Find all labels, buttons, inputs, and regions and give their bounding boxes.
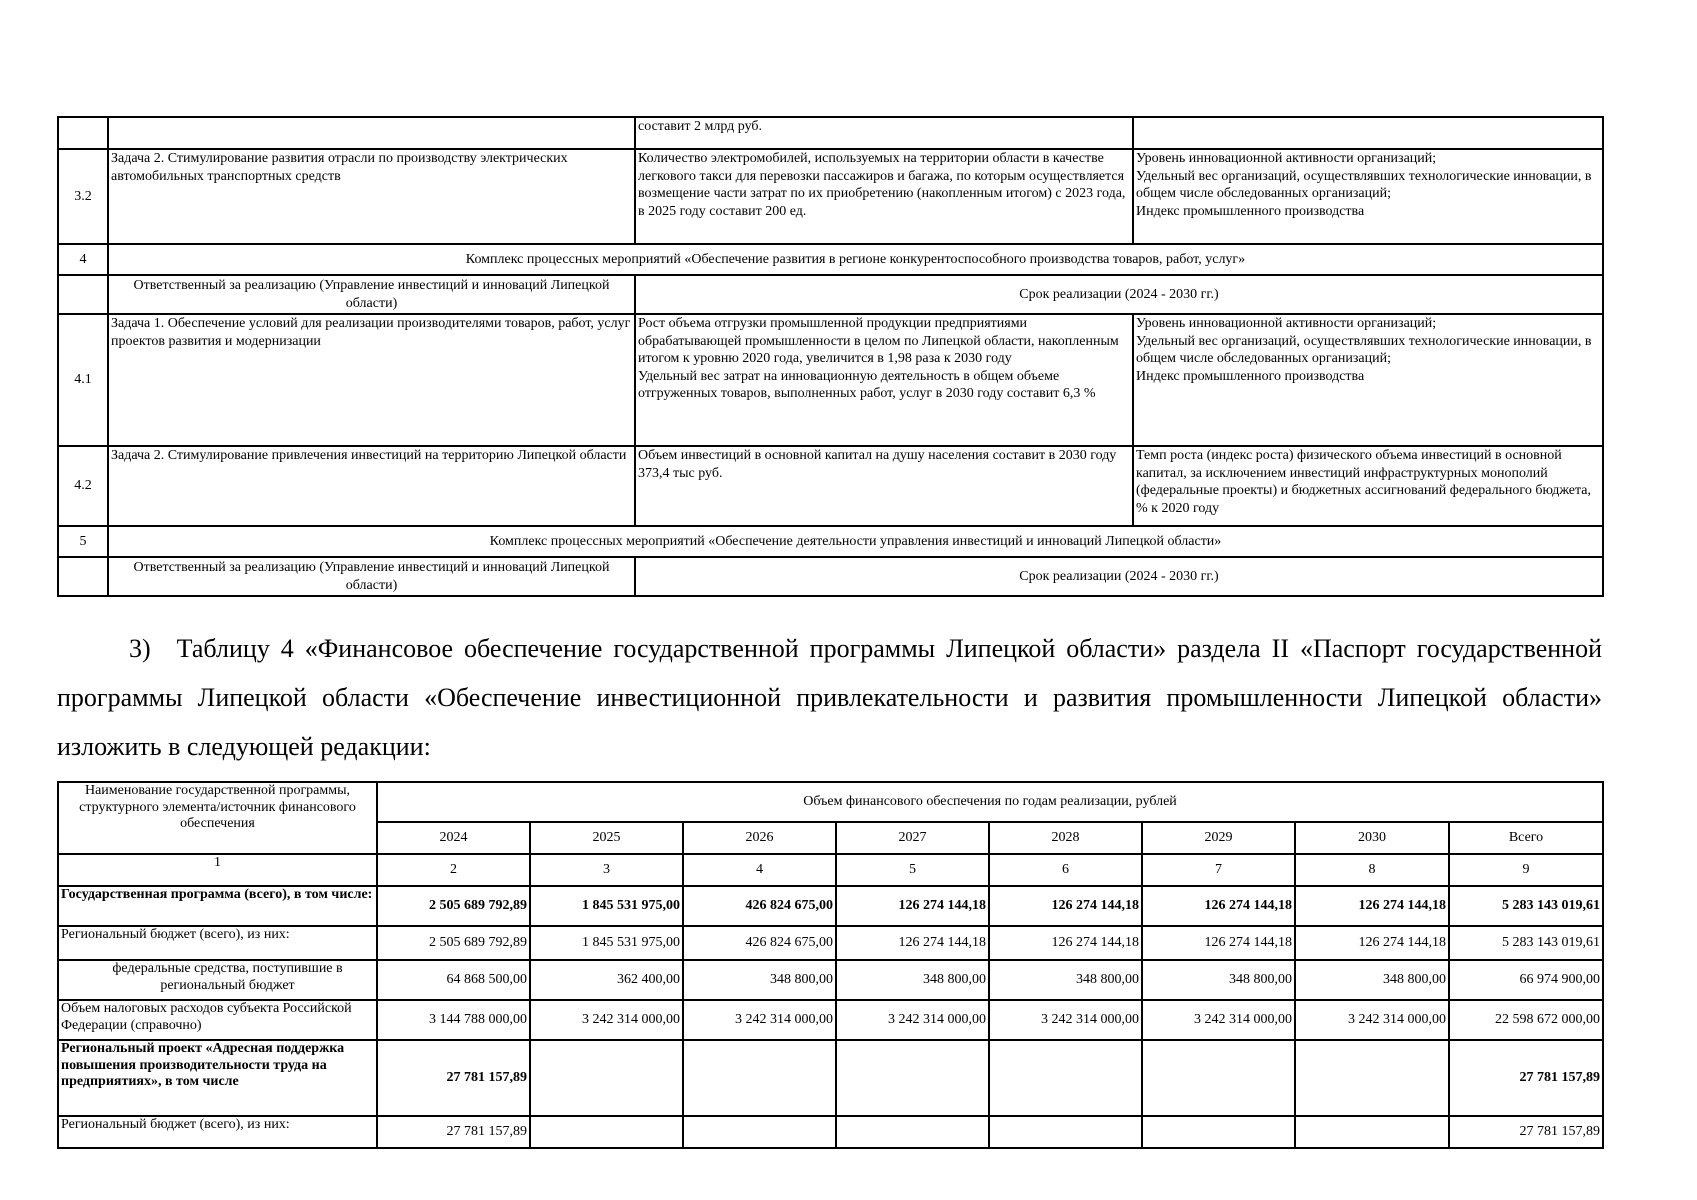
value-cell: 64 868 500,00 [377, 960, 530, 1000]
row-number: 4.2 [58, 446, 108, 526]
table-row [58, 244, 1603, 275]
column-number: 4 [683, 854, 836, 886]
effect-cell: составит 2 млрд руб. [635, 117, 1133, 149]
complex-title: Комплекс процессных мероприятий «Обеспечение развития в регионе конкурентоспособного производства товаров, работ, услуг» [108, 244, 1603, 275]
indicators-table [57, 116, 1604, 597]
value-cell [683, 1116, 836, 1148]
effect-cell: Рост объема отгрузки промышленной продукции предприятиями обрабатывающей промышленности в целом по Липецкой области, накопленным итогом к уровню 2020 года, увеличится в 1,98 раза к 2030 году Удельный вес затрат на инновационную деятельность в общем объеме отгруженных товаров, выполненных работ, услуг в 2030 году составит 6,3 % [635, 314, 1133, 446]
value-cell: 126 274 144,18 [836, 886, 989, 926]
value-cell [1142, 1116, 1295, 1148]
column-number: 3 [530, 854, 683, 886]
value-cell: 3 242 314 000,00 [989, 1000, 1142, 1040]
task-cell: Задача 2. Стимулирование привлечения инвестиций на территорию Липецкой области [108, 446, 635, 526]
row-name: федеральные средства, поступившие в региональный бюджет [58, 960, 377, 1000]
table-row [58, 314, 1603, 446]
value-cell: 2 505 689 792,89 [377, 926, 530, 960]
column-number: 6 [989, 854, 1142, 886]
row-name: Региональный бюджет (всего), из них: [58, 1116, 377, 1148]
value-cell: 126 274 144,18 [989, 886, 1142, 926]
value-cell: 22 598 672 000,00 [1449, 1000, 1603, 1040]
term-cell: Срок реализации (2024 - 2030 гг.) [635, 275, 1603, 314]
value-cell: 426 824 675,00 [683, 886, 836, 926]
value-cell [989, 1040, 1142, 1116]
header-row [58, 782, 1603, 822]
value-cell: 126 274 144,18 [1295, 886, 1449, 926]
row-name: Региональный проект «Адресная поддержка повышения производительности труда на предприятиях», в том числе [58, 1040, 377, 1116]
value-cell: 27 781 157,89 [1449, 1116, 1603, 1148]
name-header: Наименование государственной программы, структурного элемента/источник финансового обеспечения [58, 782, 377, 854]
value-cell: 27 781 157,89 [1449, 1040, 1603, 1116]
value-cell [530, 1040, 683, 1116]
table-row [58, 275, 1603, 314]
value-cell [530, 1116, 683, 1148]
amendment-paragraph: 3) Таблицу 4 «Финансовое обеспечение государственной программы Липецкой области» раздела II «Паспорт государственной программы Липецкой области «Обеспечение инвестиционной привлекательности и развития промышленности Липецкой области» изложить в следующей редакции: [57, 634, 1602, 761]
table-row [58, 1040, 1603, 1116]
row-number: 4 [58, 244, 108, 275]
indicator-cell [1133, 117, 1603, 149]
value-cell [836, 1040, 989, 1116]
year-header: 2024 [377, 822, 530, 854]
value-cell: 3 144 788 000,00 [377, 1000, 530, 1040]
responsible-cell: Ответственный за реализацию (Управление инвестиций и инноваций Липецкой области) [108, 557, 635, 596]
value-cell: 126 274 144,18 [1295, 926, 1449, 960]
row-name: Объем налоговых расходов субъекта Российской Федерации (справочно) [58, 1000, 377, 1040]
value-cell: 2 505 689 792,89 [377, 886, 530, 926]
value-cell: 3 242 314 000,00 [530, 1000, 683, 1040]
value-cell: 66 974 900,00 [1449, 960, 1603, 1000]
table-row [58, 1000, 1603, 1040]
value-cell: 27 781 157,89 [377, 1116, 530, 1148]
row-number: 3.2 [58, 149, 108, 244]
row-number [58, 117, 108, 149]
column-number: 9 [1449, 854, 1603, 886]
table-row [58, 960, 1603, 1000]
table-row [58, 926, 1603, 960]
value-cell: 348 800,00 [1142, 960, 1295, 1000]
table-row [58, 446, 1603, 526]
value-cell [1142, 1040, 1295, 1116]
effect-cell: Количество электромобилей, используемых на территории области в качестве легкового такси для перевозки пассажиров и багажа, по которым осуществляется возмещение части затрат по их приобретению (накопленным итогом) с 2023 года, в 2025 году составит 200 ед. [635, 149, 1133, 244]
term-cell: Срок реализации (2024 - 2030 гг.) [635, 557, 1603, 596]
value-cell: 126 274 144,18 [836, 926, 989, 960]
indicator-cell: Темп роста (индекс роста) физического объема инвестиций в основной капитал, за исключением инвестиций инфраструктурных монополий (федеральные проекты) и бюджетных ассигнований федерального бюджета, % к 2020 году [1133, 446, 1603, 526]
row-number: 4.1 [58, 314, 108, 446]
column-number: 5 [836, 854, 989, 886]
year-header: 2030 [1295, 822, 1449, 854]
effect-cell: Объем инвестиций в основной капитал на душу населения составит в 2030 году 373,4 тыс руб. [635, 446, 1133, 526]
table-row [58, 117, 1603, 149]
value-cell [1295, 1040, 1449, 1116]
responsible-cell: Ответственный за реализацию (Управление инвестиций и инноваций Липецкой области) [108, 275, 635, 314]
year-header: 2027 [836, 822, 989, 854]
table-row [58, 526, 1603, 557]
complex-title: Комплекс процессных мероприятий «Обеспечение деятельности управления инвестиций и инноваций Липецкой области» [108, 526, 1603, 557]
value-cell: 27 781 157,89 [377, 1040, 530, 1116]
indicator-cell: Уровень инновационной активности организаций; Удельный вес организаций, осуществлявших технологические инновации, в общем числе обследованных организаций; Индекс промышленного производства [1133, 149, 1603, 244]
indicator-cell: Уровень инновационной активности организаций; Удельный вес организаций, осуществлявших технологические инновации, в общем числе обследованных организаций; Индекс промышленного производства [1133, 314, 1603, 446]
year-header: 2028 [989, 822, 1142, 854]
value-cell: 126 274 144,18 [1142, 886, 1295, 926]
row-name: Государственная программа (всего), в том числе: [58, 886, 377, 926]
task-cell [108, 117, 635, 149]
table-row [58, 1116, 1603, 1148]
row-name: Региональный бюджет (всего), из них: [58, 926, 377, 960]
year-header: 2026 [683, 822, 836, 854]
column-number: 8 [1295, 854, 1449, 886]
value-cell: 3 242 314 000,00 [1142, 1000, 1295, 1040]
value-cell: 3 242 314 000,00 [683, 1000, 836, 1040]
task-cell: Задача 1. Обеспечение условий для реализации производителями товаров, работ, услуг проектов развития и модернизации [108, 314, 635, 446]
value-cell [683, 1040, 836, 1116]
value-cell: 126 274 144,18 [1142, 926, 1295, 960]
value-cell: 5 283 143 019,61 [1449, 926, 1603, 960]
table-row [58, 557, 1603, 596]
column-number: 2 [377, 854, 530, 886]
value-cell: 1 845 531 975,00 [530, 926, 683, 960]
table-row [58, 886, 1603, 926]
total-header: Всего [1449, 822, 1603, 854]
task-cell: Задача 2. Стимулирование развития отрасли по производству электрических автомобильных транспортных средств [108, 149, 635, 244]
value-cell: 5 283 143 019,61 [1449, 886, 1603, 926]
year-header: 2025 [530, 822, 683, 854]
value-cell: 3 242 314 000,00 [836, 1000, 989, 1040]
value-cell: 348 800,00 [836, 960, 989, 1000]
value-cell: 426 824 675,00 [683, 926, 836, 960]
value-cell: 1 845 531 975,00 [530, 886, 683, 926]
value-cell: 126 274 144,18 [989, 926, 1142, 960]
financing-table [57, 781, 1604, 1149]
value-cell [989, 1116, 1142, 1148]
column-number: 7 [1142, 854, 1295, 886]
value-cell [1295, 1116, 1449, 1148]
value-cell [836, 1116, 989, 1148]
column-number: 1 [58, 854, 377, 886]
volume-header: Объем финансового обеспечения по годам реализации, рублей [377, 782, 1603, 822]
row-number: 5 [58, 526, 108, 557]
value-cell: 348 800,00 [683, 960, 836, 1000]
table-row [58, 149, 1603, 244]
value-cell: 3 242 314 000,00 [1295, 1000, 1449, 1040]
value-cell: 348 800,00 [989, 960, 1142, 1000]
value-cell: 348 800,00 [1295, 960, 1449, 1000]
financing-body [58, 886, 1603, 1148]
column-number-row [58, 854, 1603, 886]
value-cell: 362 400,00 [530, 960, 683, 1000]
year-header: 2029 [1142, 822, 1295, 854]
